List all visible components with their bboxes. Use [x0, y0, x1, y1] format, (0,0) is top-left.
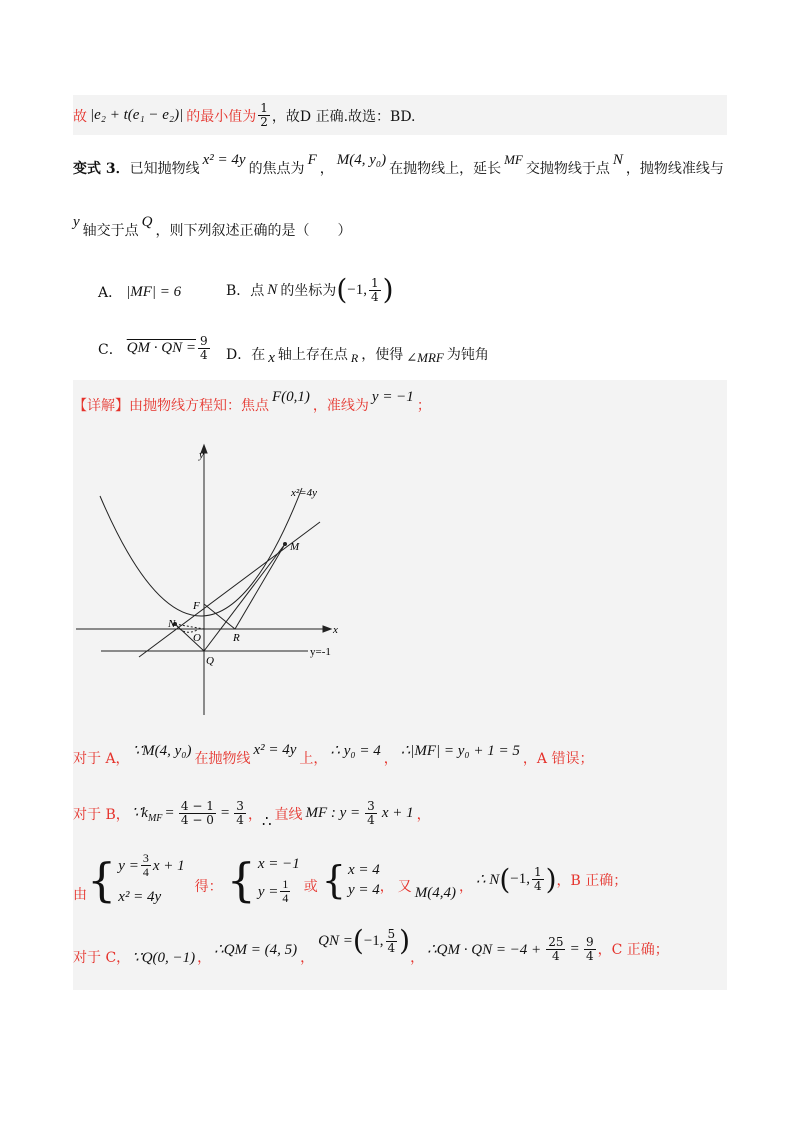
math: F(0,1)	[272, 388, 310, 405]
math: x² = 4y	[253, 741, 297, 758]
fraction	[546, 936, 565, 963]
text: 轴交于点	[82, 223, 139, 239]
line-qm	[204, 544, 285, 651]
text: 的最小值为	[186, 108, 257, 125]
option-a[interactable]	[98, 282, 181, 302]
math: MF	[504, 152, 523, 167]
text: ，准线为	[312, 398, 369, 414]
eq-row: y = 4	[347, 881, 380, 898]
problem-line2	[73, 213, 352, 240]
fraction	[280, 878, 290, 905]
math: y =	[118, 857, 139, 874]
vector-expr: |e₂ + t(e₁ − e₂)|	[90, 107, 184, 123]
eq-row: x = −1	[257, 856, 300, 872]
den: 4	[585, 948, 594, 963]
math: y =	[257, 883, 279, 900]
math: QN =	[318, 932, 353, 949]
den: 4	[370, 289, 379, 304]
text: ，	[300, 950, 315, 966]
fraction	[532, 866, 544, 893]
text: 已知抛物线	[129, 161, 200, 177]
parabola-curve	[100, 488, 302, 616]
label-r: R	[233, 632, 240, 644]
math: x + 1	[381, 805, 414, 821]
text: 为钝角	[446, 347, 489, 363]
label-x: x	[333, 624, 338, 636]
option-b[interactable]	[226, 273, 394, 306]
math: M(4,4)	[414, 885, 456, 901]
den: 4 − 0	[180, 813, 214, 827]
option-c[interactable]	[98, 335, 212, 362]
text: 在抛物线	[194, 751, 251, 767]
option-label: A．	[98, 285, 123, 301]
text: ，	[459, 878, 473, 895]
parabola-figure	[73, 440, 343, 720]
solution-c	[73, 924, 669, 966]
den: 4	[236, 813, 244, 827]
system-3	[348, 860, 380, 900]
fraction	[584, 936, 596, 963]
label-y: y	[199, 449, 204, 461]
math: MF : y =	[305, 805, 361, 821]
text: ，	[379, 878, 394, 895]
fraction	[179, 800, 216, 827]
math: ∴QM = (4, 5)	[214, 941, 298, 958]
text: ，	[410, 950, 425, 966]
text: 的焦点为	[248, 161, 305, 177]
label-o: O	[193, 632, 201, 644]
text: 的坐标为	[280, 283, 337, 299]
text: 由抛物线方程知：焦点	[129, 398, 269, 414]
fraction	[234, 800, 246, 827]
text: 在抛物线上，延长	[389, 161, 502, 177]
detail-tag: 【详解】	[73, 398, 129, 414]
text: ；	[416, 398, 431, 414]
fraction	[386, 928, 398, 955]
eq-row	[258, 878, 300, 905]
math: R	[350, 350, 359, 365]
math: y = −1	[371, 388, 414, 405]
option-label: C．	[98, 341, 123, 358]
fraction	[258, 102, 270, 129]
label-f: F	[193, 600, 200, 612]
math: =	[165, 805, 174, 821]
fraction	[365, 800, 377, 827]
math: ∴QM · QN = −4 +	[427, 941, 542, 958]
text: 直线	[274, 806, 303, 823]
option-d[interactable]	[226, 344, 489, 364]
line-conclusion	[73, 102, 416, 129]
text: 或	[303, 878, 318, 895]
num: 1	[260, 101, 268, 115]
text: ，	[383, 751, 398, 767]
option-label: D．在	[226, 347, 266, 363]
text: ，	[197, 950, 212, 966]
math: ∴|MF| = y₀ + 1 = 5	[400, 742, 520, 759]
text: ，抛物线准线与	[625, 161, 724, 177]
fraction	[141, 852, 151, 879]
text: 故	[73, 108, 87, 125]
solution-b	[73, 799, 431, 830]
math: QM · QN =	[126, 340, 197, 356]
paren-left: (	[499, 862, 511, 896]
den: 4	[387, 940, 396, 955]
label-curve: x²=4y	[291, 487, 317, 499]
num: 1	[282, 877, 289, 891]
num: 3	[236, 799, 244, 813]
math: N	[267, 281, 278, 298]
paren-right: )	[382, 273, 394, 306]
solution-a	[73, 741, 594, 768]
math: ∴ y₀ = 4	[330, 742, 381, 759]
math: −1,	[510, 871, 530, 887]
k-sub: MF	[147, 813, 163, 824]
label-m: M	[290, 541, 300, 553]
eq-row: x² = 4y	[118, 889, 162, 905]
math: ∠MRF	[406, 350, 444, 365]
text: ，A 错误；	[522, 751, 594, 767]
num: 3	[142, 851, 149, 865]
paren-left: (	[352, 924, 364, 957]
fraction	[369, 277, 381, 304]
solution-label: 对于 C，	[73, 950, 131, 966]
problem-label: 变式 3．	[73, 161, 130, 177]
brace: {	[226, 852, 256, 907]
paren-right: )	[545, 862, 557, 896]
x-axis-arrow	[323, 626, 331, 632]
label-n: N	[168, 618, 176, 630]
solution-b-system	[73, 852, 627, 907]
num: 1	[533, 865, 542, 879]
den: 4	[200, 348, 208, 362]
num: 5	[387, 926, 396, 941]
num: 25	[548, 934, 564, 949]
label-q: Q	[206, 655, 214, 667]
num: 1	[370, 275, 379, 290]
num: 3	[367, 799, 375, 813]
math: ∴ N	[476, 872, 500, 888]
solution-label: 对于 B，	[73, 806, 130, 823]
text: 上，	[299, 751, 328, 767]
fraction	[198, 335, 210, 362]
point-m	[283, 542, 287, 546]
math: y	[73, 213, 80, 230]
den: 4	[142, 865, 149, 879]
math: |MF| = 6	[126, 283, 182, 300]
math: ∴	[261, 814, 272, 830]
num: 4 − 1	[180, 799, 214, 813]
math: N	[612, 151, 623, 168]
den: 4	[282, 891, 289, 905]
label-directrix: y=-1	[310, 646, 331, 658]
text: ，C 正确；	[597, 942, 669, 958]
text: 由	[73, 886, 87, 903]
math: x + 1	[152, 857, 185, 874]
math: ∵M(4, y₀)	[132, 742, 192, 759]
text: 得：	[194, 878, 223, 895]
text: 交抛物线于点	[525, 161, 610, 177]
text: ，B 正确；	[556, 872, 628, 889]
text: ，	[319, 161, 334, 177]
detail-line	[73, 388, 431, 415]
math: x² = 4y	[202, 151, 246, 168]
math: −1,	[363, 932, 384, 949]
system-1	[118, 852, 184, 907]
num: 9	[585, 934, 594, 949]
paren-right: )	[399, 924, 411, 957]
math: x	[268, 349, 275, 366]
paren-left: (	[336, 273, 348, 306]
eq-row	[118, 852, 184, 879]
math: =	[220, 805, 230, 821]
system-2	[258, 854, 300, 905]
math: Q	[141, 213, 153, 230]
den: 4	[552, 948, 560, 963]
problem-line1	[73, 151, 724, 178]
math: F	[307, 151, 317, 168]
text: 又	[397, 878, 412, 895]
brace: {	[321, 857, 346, 902]
math: −1,	[347, 281, 367, 298]
text: ，故D 正确.故选：BD.	[271, 108, 416, 125]
num: 9	[200, 334, 208, 348]
text: ，	[247, 806, 262, 823]
den: 2	[260, 115, 268, 129]
text: ，	[416, 806, 431, 823]
den: 4	[367, 813, 375, 827]
eq-row: x = 4	[347, 861, 380, 878]
k: ∵k	[131, 805, 148, 821]
brace: {	[87, 852, 117, 907]
math: ∵Q(0, −1)	[132, 949, 196, 966]
solution-label: 对于 A，	[73, 751, 130, 767]
text: 轴上存在点	[277, 347, 348, 363]
den: 4	[533, 879, 542, 893]
text: ，使得	[361, 347, 404, 363]
math	[132, 803, 163, 824]
math: M(4, y₀)	[336, 151, 387, 168]
text: ，则下列叙述正确的是（ ）	[155, 223, 352, 239]
line-rm	[235, 544, 285, 629]
option-label: B．点	[226, 283, 265, 299]
math: =	[570, 940, 579, 957]
